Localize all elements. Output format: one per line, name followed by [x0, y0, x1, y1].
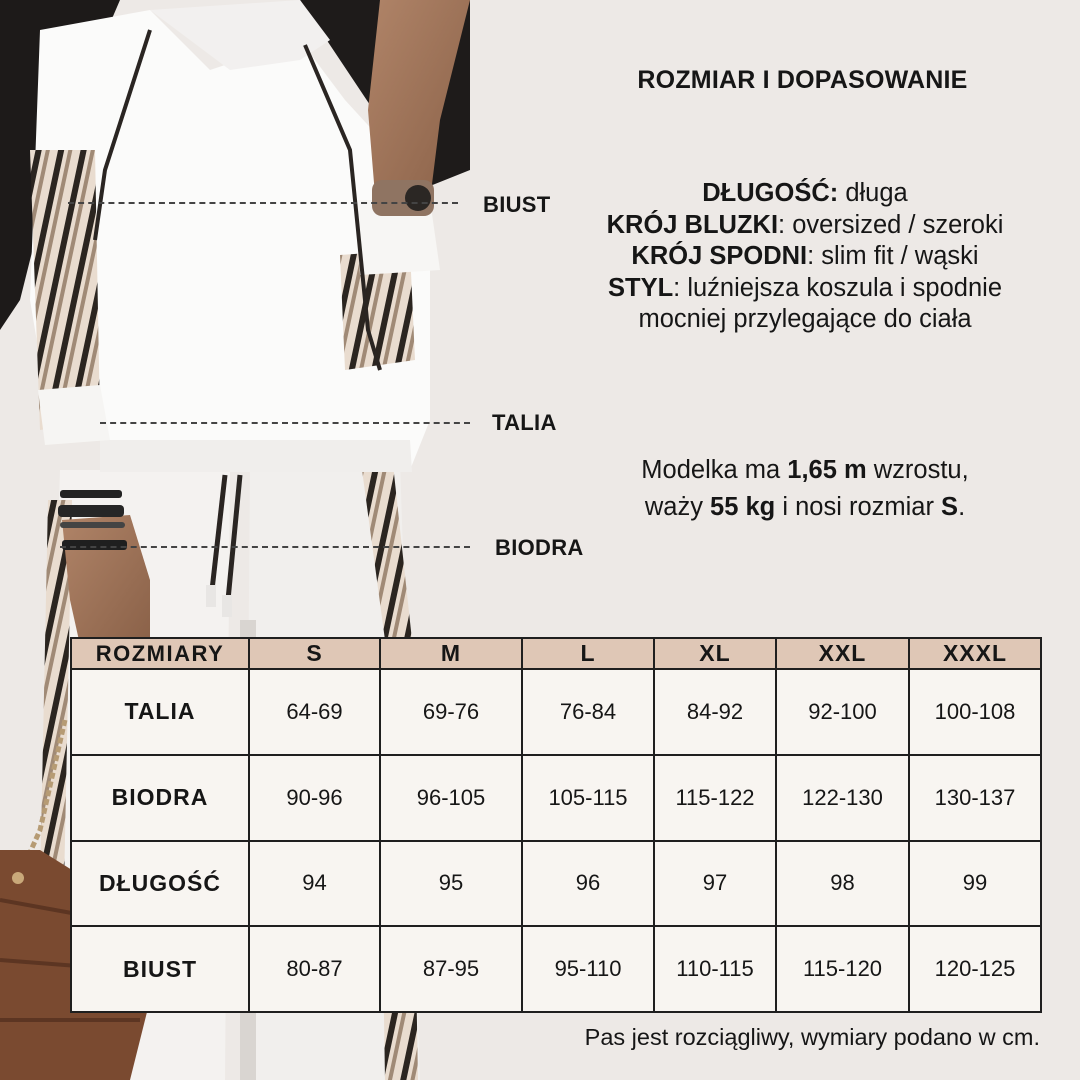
row-label-waist: TALIA — [71, 669, 249, 755]
size-header-s: S — [249, 638, 380, 669]
table-row — [71, 755, 1041, 841]
size-header-xxxl: XXXL — [909, 638, 1041, 669]
table-cell: 105-115 — [522, 755, 654, 841]
table-cell: 99 — [909, 841, 1041, 927]
table-cell: 95 — [380, 841, 522, 927]
top-cut-value: : oversized / szeroki — [778, 210, 1004, 239]
size-header-l: L — [522, 638, 654, 669]
style-spec-line2: mocniej przylegające do ciała — [638, 305, 972, 334]
pants-cut-spec — [560, 241, 1050, 273]
hips-guide-line — [60, 546, 470, 548]
size-header-row — [71, 638, 1041, 669]
size-header-m: M — [380, 638, 522, 669]
table-cell: 64-69 — [249, 669, 380, 755]
hips-label: BIODRA — [495, 535, 584, 560]
model-weight-prefix: waży — [644, 493, 711, 521]
bust-guide-line — [68, 202, 458, 204]
table-cell: 96-105 — [380, 755, 522, 841]
model-height-prefix: Modelka ma — [641, 456, 788, 484]
model-weight: 55 kg — [710, 493, 776, 521]
row-label-bust: BIUST — [71, 926, 249, 1012]
top-cut-label: KRÓJ BLUZKI — [606, 210, 779, 239]
table-cell: 84-92 — [654, 669, 776, 755]
size-header-xxl: XXL — [776, 638, 909, 669]
pants-cut-value: : slim fit / wąski — [807, 242, 979, 271]
table-row — [71, 669, 1041, 755]
table-cell: 130-137 — [909, 755, 1041, 841]
length-label: DŁUGOŚĆ: — [702, 179, 839, 207]
model-size-suffix: . — [958, 493, 966, 521]
table-cell: 90-96 — [249, 755, 380, 841]
length-value: długa — [838, 179, 908, 207]
size-header-xl: XL — [654, 638, 776, 669]
table-row — [71, 926, 1041, 1012]
row-label-hips: BIODRA — [71, 755, 249, 841]
model-info-line2 — [575, 489, 1035, 526]
model-info-line1 — [575, 452, 1035, 489]
fit-specs — [560, 178, 1050, 336]
table-cell: 98 — [776, 841, 909, 927]
table-cell: 95-110 — [522, 926, 654, 1012]
table-cell: 80-87 — [249, 926, 380, 1012]
waist-guide-line — [100, 422, 470, 424]
table-cell: 87-95 — [380, 926, 522, 1012]
table-cell: 69-76 — [380, 669, 522, 755]
table-cell: 122-130 — [776, 755, 909, 841]
length-spec — [560, 178, 1050, 210]
table-cell: 97 — [654, 841, 776, 927]
table-cell: 110-115 — [654, 926, 776, 1012]
table-cell: 100-108 — [909, 669, 1041, 755]
size-table — [70, 637, 1040, 1013]
pants-cut-label: KRÓJ SPODNI — [631, 242, 808, 271]
table-cell: 96 — [522, 841, 654, 927]
model-size: S — [941, 493, 959, 521]
footnote: Pas jest rozciągliwy, wymiary podano w cm. — [584, 1024, 1040, 1050]
table-cell: 92-100 — [776, 669, 909, 755]
table-cell: 76-84 — [522, 669, 654, 755]
page-title: ROZMIAR I DOPASOWANIE — [637, 66, 968, 94]
style-value: : luźniejsza koszula i spodnie — [673, 273, 1003, 302]
table-row — [71, 841, 1041, 927]
table-cell: 115-120 — [776, 926, 909, 1012]
model-height: 1,65 m — [787, 456, 867, 484]
bust-label: BIUST — [483, 192, 551, 217]
row-label-length: DŁUGOŚĆ — [71, 841, 249, 927]
waist-label: TALIA — [492, 410, 557, 435]
style-spec — [560, 273, 1050, 305]
table-cell: 115-122 — [654, 755, 776, 841]
size-header-label: ROZMIARY — [71, 638, 249, 669]
top-cut-spec — [560, 210, 1050, 242]
table-cell: 94 — [249, 841, 380, 927]
model-info — [575, 452, 1035, 526]
table-cell: 120-125 — [909, 926, 1041, 1012]
style-label: STYL — [607, 273, 674, 302]
model-height-suffix: wzrostu, — [866, 456, 969, 484]
model-size-prefix: i nosi rozmiar — [775, 493, 942, 521]
